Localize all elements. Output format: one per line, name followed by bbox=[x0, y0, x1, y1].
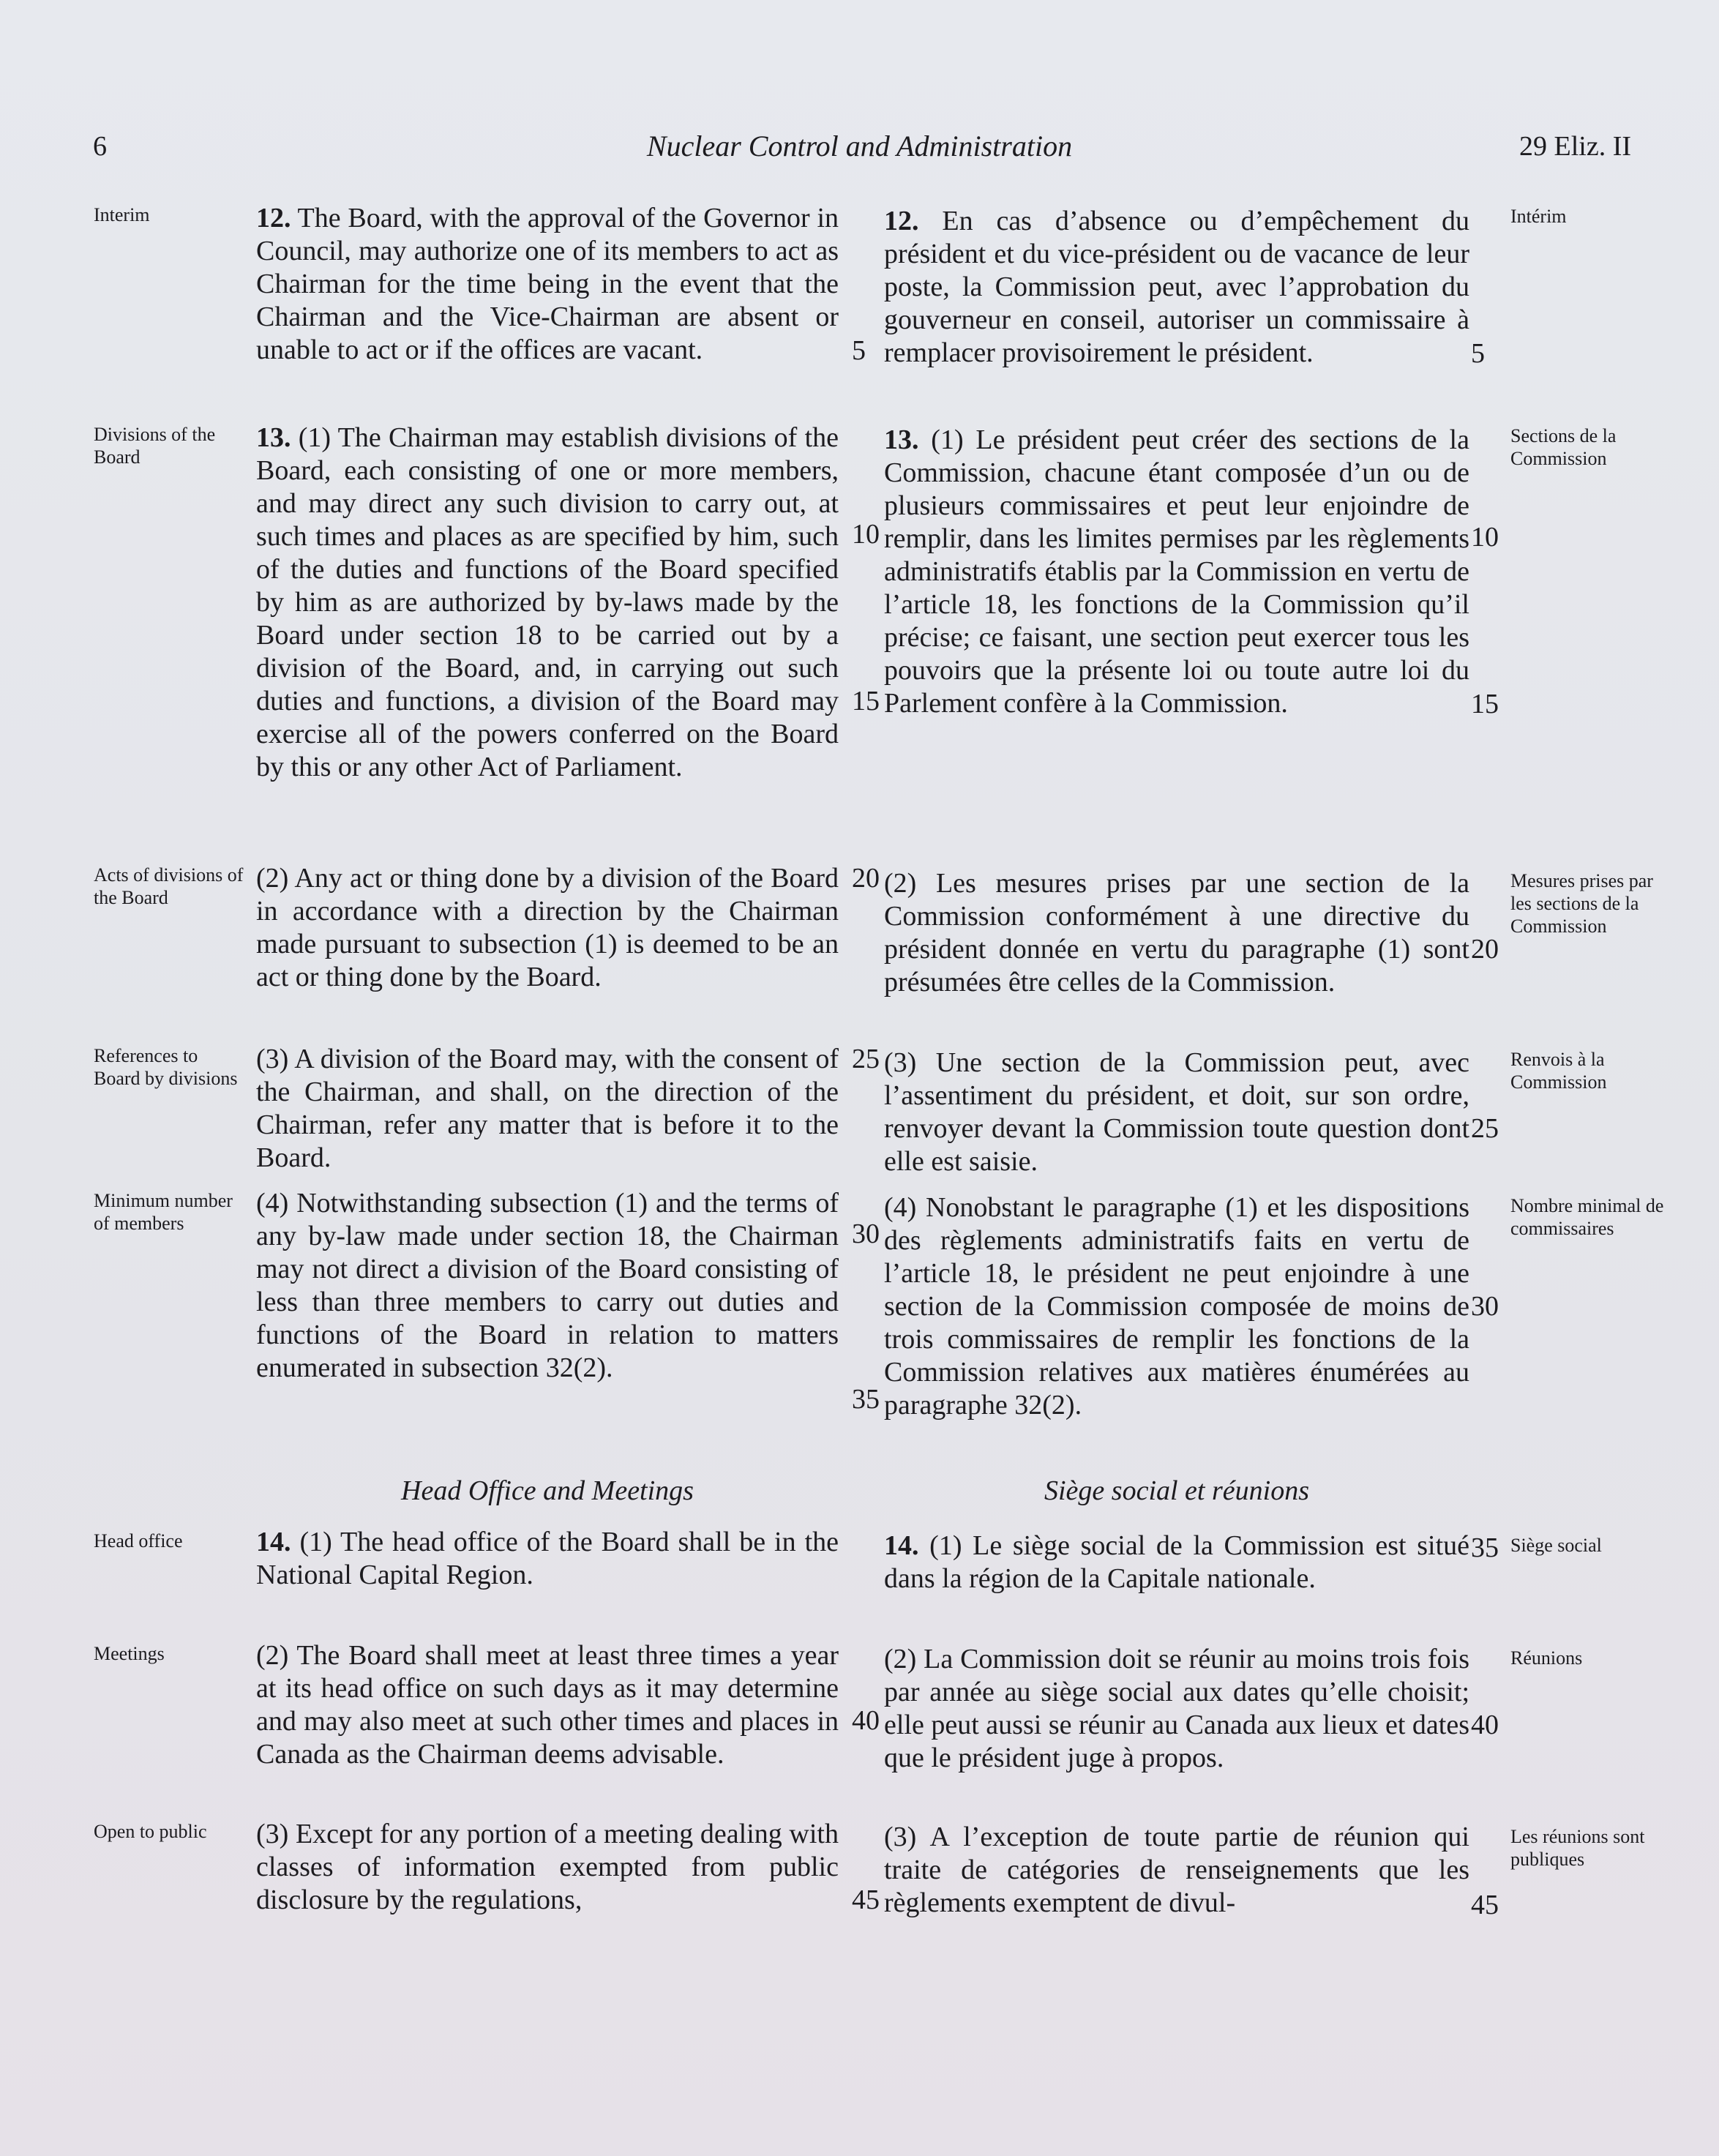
paragraph-text: (1) The head office of the Board shall be in the National Capital Region. bbox=[256, 1527, 839, 1590]
line-number: 5 bbox=[852, 335, 866, 366]
margin-note-acts-of-divisions: Acts of divisions of the Board bbox=[94, 864, 244, 908]
english-section-13-1 bbox=[256, 422, 839, 784]
paragraph-text: The Board, with the approval of the Governor in Council, may authorize one of its members to act as Chairman for the time being in the event that the Chairman and the Vice-Chairman are absent or unable to act or if the offices are vacant. bbox=[256, 203, 839, 365]
margin-note-publiques-fr: Les réunions sont publiques bbox=[1510, 1826, 1645, 1870]
margin-note-siege-fr: Siège social bbox=[1510, 1535, 1602, 1556]
english-section-12 bbox=[256, 202, 839, 367]
french-section-13-1 bbox=[884, 424, 1469, 720]
line-number: 40 bbox=[1471, 1710, 1499, 1740]
paragraph-text: (1) Le président peut créer des sections de la Commission, chacune étant composée d’un ou de plusieurs commissaires et peut leur enjoindre de remplir, dans les limites permises par les règlements administratifs établis par la Commission en vertu de l’article 18, les fonctions de la Commission qu’il précise; ce faisant, une section peut exercer tous les pouvoirs que la présente loi ou toute autre loi du Parlement confère à la Commission. bbox=[884, 424, 1469, 719]
english-section-13-3 bbox=[256, 1043, 839, 1175]
margin-note-references: References to Board by divisions bbox=[94, 1045, 238, 1089]
paragraph-text: (3) Except for any portion of a meeting dealing with classes of information exempted from public disclosure by the regulations, bbox=[256, 1819, 839, 1915]
line-number: 45 bbox=[852, 1884, 880, 1915]
margin-note-renvois-fr: Renvois à la Commission bbox=[1510, 1049, 1607, 1093]
section-number: 13. bbox=[256, 422, 291, 453]
margin-note-interim-fr: Intérim bbox=[1510, 206, 1567, 227]
english-section-14-2 bbox=[256, 1639, 839, 1771]
line-number: 30 bbox=[1471, 1291, 1499, 1322]
line-number: 25 bbox=[1471, 1113, 1499, 1144]
section-number: 12. bbox=[884, 206, 919, 236]
line-number: 35 bbox=[1471, 1532, 1499, 1563]
english-section-13-2 bbox=[256, 862, 839, 994]
line-number: 10 bbox=[852, 519, 880, 550]
paragraph-text: (3) A division of the Board may, with the consent of the Chairman, and shall, on the direction of the Chairman, refer any matter that is before it to the Board. bbox=[256, 1044, 839, 1173]
french-section-14-3 bbox=[884, 1821, 1469, 1920]
line-number: 30 bbox=[852, 1219, 880, 1249]
paragraph-text: (2) The Board shall meet at least three times a year at its head office on such days as it may determine and may also meet at such other times and places in Canada as the Chairman deems advisable. bbox=[256, 1640, 839, 1770]
line-number: 20 bbox=[1471, 934, 1499, 965]
french-section-13-4 bbox=[884, 1191, 1469, 1422]
english-section-13-4 bbox=[256, 1187, 839, 1385]
margin-note-nombre-fr: Nombre minimal de commissaires bbox=[1510, 1195, 1664, 1239]
line-number: 5 bbox=[1471, 338, 1485, 369]
margin-note-meetings: Meetings bbox=[94, 1643, 165, 1664]
line-number: 15 bbox=[1471, 689, 1499, 719]
line-number: 35 bbox=[852, 1384, 880, 1415]
section-number: 13. bbox=[884, 424, 919, 455]
line-number: 20 bbox=[852, 863, 880, 894]
margin-note-head-office: Head office bbox=[94, 1530, 183, 1552]
section-number: 12. bbox=[256, 203, 291, 233]
heading-siege-social-reunions: Siège social et réunions bbox=[1044, 1475, 1309, 1506]
margin-note-minimum-members: Minimum number of members bbox=[94, 1190, 233, 1234]
line-number: 10 bbox=[1471, 522, 1499, 553]
line-number: 15 bbox=[852, 686, 880, 716]
line-number: 25 bbox=[852, 1044, 880, 1074]
margin-note-interim: Interim bbox=[94, 204, 150, 225]
section-number: 14. bbox=[884, 1530, 919, 1561]
page-number: 6 bbox=[93, 131, 107, 162]
paragraph-text: (4) Nonobstant le paragraphe (1) et les dispositions des règlements administratifs faits en vertu de l’article 18, le président ne peut enjoindre à une section de la Commission composée de moins de trois commissaires de remplir les fonctions de la Commission relatives aux matières énumérées au paragraphe 32(2). bbox=[884, 1192, 1469, 1421]
french-section-14-2 bbox=[884, 1643, 1469, 1775]
line-number: 45 bbox=[1471, 1890, 1499, 1920]
french-section-13-3 bbox=[884, 1047, 1469, 1178]
paragraph-text: (2) La Commission doit se réunir au moins trois fois par année au siège social aux dates qu’elle choisit; elle peut aussi se réunir au Canada aux lieux et dates que le président juge à propos. bbox=[884, 1644, 1469, 1773]
margin-note-mesures-fr: Mesures prises par les sections de la Commission bbox=[1510, 870, 1653, 937]
english-section-14-3 bbox=[256, 1818, 839, 1917]
french-section-14-1 bbox=[884, 1530, 1469, 1595]
paragraph-text: En cas d’absence ou d’empêchement du président et du vice-président ou de vacance de leur poste, la Commission peut, avec l’approbation du gouverneur en conseil, autoriser un commissaire à remplacer provisoirement le président. bbox=[884, 206, 1469, 368]
french-section-13-2 bbox=[884, 867, 1469, 999]
french-section-12 bbox=[884, 205, 1469, 370]
section-number: 14. bbox=[256, 1527, 291, 1557]
paragraph-text: (3) Une section de la Commission peut, avec l’assentiment du président, et doit, sur son ordre, renvoyer devant la Commission toute question dont elle est saisie. bbox=[884, 1047, 1469, 1177]
paragraph-text: (4) Notwithstanding subsection (1) and the terms of any by-law made under section 18, the Chairman may not direct a division of the Board consisting of less than three members to carry out duties and functions of the Board in relation to matters enumerated in subsection 32(2). bbox=[256, 1188, 839, 1383]
paragraph-text: (3) A l’exception de toute partie de réunion qui traite de catégories de renseignements que les règlements exemptent de divul- bbox=[884, 1822, 1469, 1918]
paragraph-text: (1) The Chairman may establish divisions of the Board, each consisting of one or more members, and may direct any such division to carry out, at such times and places as are specified by him, such of the duties and functions of the Board specified by him as are authorized by by-laws made by the Board under section 18 to be carried out by a division of the Board, and, in carrying out such duties and functions, a division of the Board may exercise all of the powers conferred on the Board by this or any other Act of Parliament. bbox=[256, 422, 839, 782]
volume-reference: 29 Eliz. II bbox=[1519, 131, 1632, 162]
english-section-14-1 bbox=[256, 1526, 839, 1592]
line-number: 40 bbox=[852, 1705, 880, 1736]
paragraph-text: (1) Le siège social de la Commission est situé dans la région de la Capitale nationale. bbox=[884, 1530, 1469, 1594]
margin-note-open-to-public: Open to public bbox=[94, 1821, 207, 1842]
margin-note-sections-fr: Sections de la Commission bbox=[1510, 425, 1617, 469]
paragraph-text: (2) Any act or thing done by a division of the Board in accordance with a direction by the Chairman made pursuant to subsection (1) is deemed to be an act or thing done by the Board. bbox=[256, 863, 839, 992]
heading-head-office-meetings: Head Office and Meetings bbox=[401, 1475, 694, 1506]
margin-note-divisions: Divisions of the Board bbox=[94, 424, 216, 468]
paragraph-text: (2) Les mesures prises par une section de la Commission conformément à une directive du président donnée en vertu du paragraphe (1) sont présumées être celles de la Commission. bbox=[884, 868, 1469, 997]
margin-note-reunions-fr: Réunions bbox=[1510, 1647, 1583, 1669]
running-title: Nuclear Control and Administration bbox=[646, 130, 1073, 162]
